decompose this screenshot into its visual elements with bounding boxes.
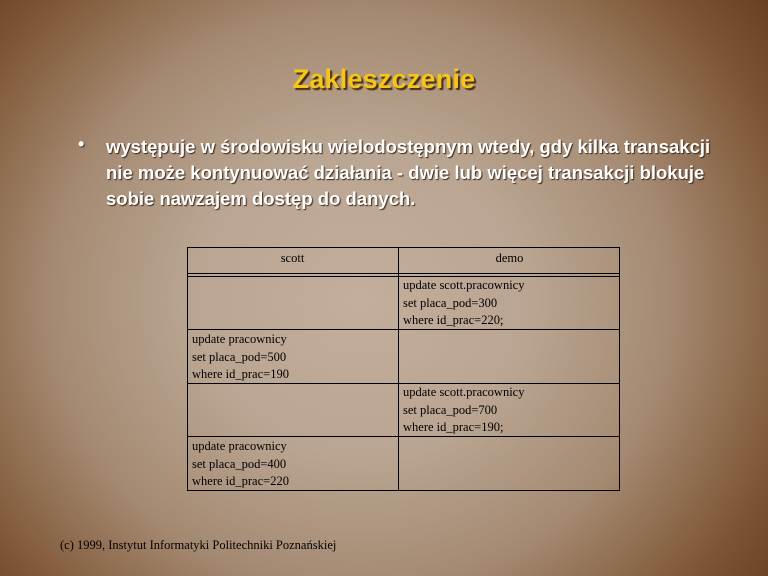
table-cell-demo: update scott.pracownicy set placa_pod=300 where id_prac=220; bbox=[403, 278, 525, 327]
table-cell-scott: update pracownicy set placa_pod=500 where id_prac=190 bbox=[192, 332, 289, 381]
table-cell-demo: update scott.pracownicy set placa_pod=700 where id_prac=190; bbox=[403, 385, 525, 434]
deadlock-table bbox=[187, 247, 620, 491]
bullet-marker: • bbox=[78, 134, 85, 154]
footer-copyright: (c) 1999, Instytut Informatyki Politechniki Poznańskiej bbox=[60, 538, 337, 552]
slide-title: Zakleszczenie bbox=[292, 64, 476, 94]
table-cell-scott: update pracownicy set placa_pod=400 where id_prac=220 bbox=[192, 439, 289, 488]
column-header-scott: scott bbox=[280, 251, 305, 265]
column-header-demo: demo bbox=[495, 251, 524, 265]
bullet-text: występuje w środowisku wielodostępnym wtedy, gdy kilka transakcji nie może kontynuować działania - dwie lub więcej transakcji blokuje sobie nawzajem dostęp do danych. bbox=[106, 136, 711, 209]
